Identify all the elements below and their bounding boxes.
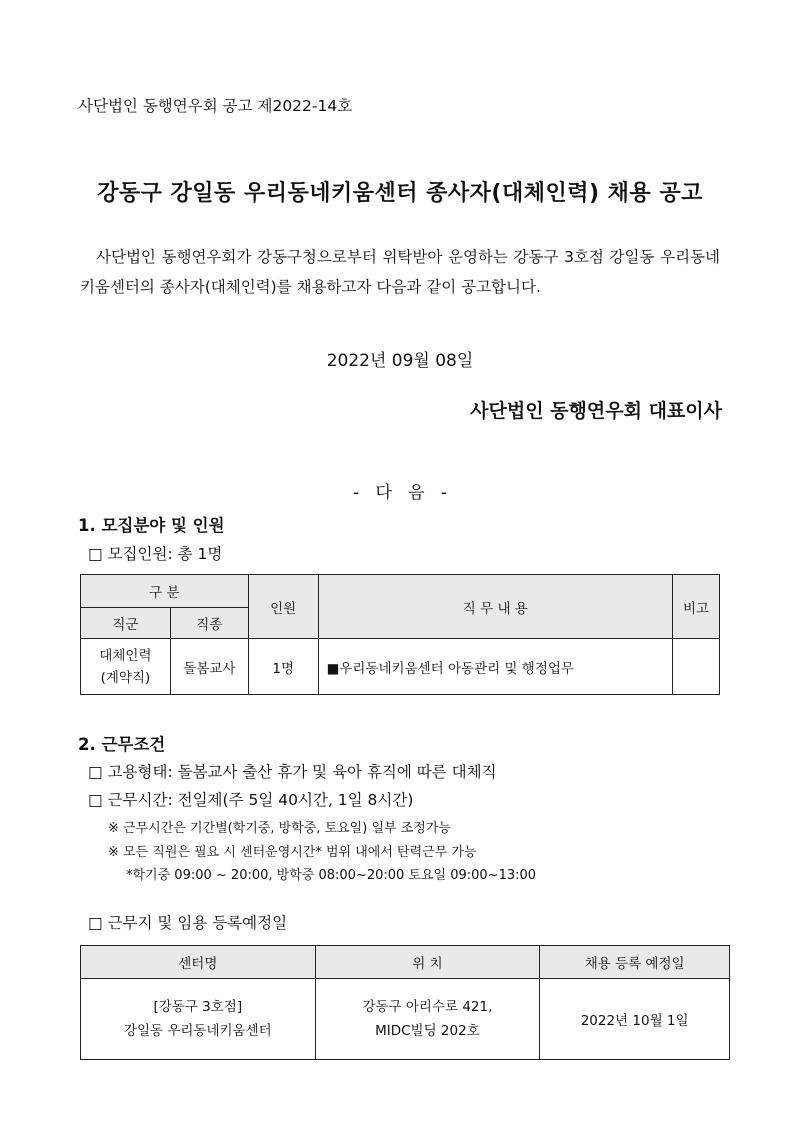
cell-bigo [673,639,720,695]
header-jikgun: 직군 [81,608,171,639]
header-jikjong: 직종 [170,608,248,639]
cell-jikgun-line1: 대체인력 [99,647,152,664]
header-location: 위 치 [315,946,540,979]
note-flex-work: ※ 모든 직원은 필요 시 센터운영시간* 범위 내에서 탄력근무 가능 [108,845,477,860]
header-gubun: 구 분 [81,575,249,608]
cell-jikgun-line2: (계약직) [100,669,151,686]
page-title: 강동구 강일동 우리동네키움센터 종사자(대체인력) 채용 공고 [97,181,703,206]
cell-center [81,979,316,1060]
section1-heading: 1. 모집분야 및 인원 [78,516,225,535]
table-row [81,979,730,1060]
cell-reg-date: 2022년 10월 1일 [540,979,730,1060]
signer: 사단법인 동행연우회 대표이사 [470,400,722,422]
header-bigo: 비고 [673,575,720,639]
section1-bullet: □ 모집인원: 총 1명 [88,545,223,563]
notice-number: 사단법인 동행연우회 공고 제2022-14호 [78,97,353,115]
note-hours-adjust: ※ 근무시간은 기간별(학기중, 방학중, 토요일) 일부 조정가능 [108,821,451,836]
cell-jikmu: ■우리동네키움센터 아동관리 및 행정업무 [318,639,672,695]
recruitment-table [80,574,720,695]
header-center: 센터명 [81,946,316,979]
cell-center-line2: 강일동 우리동네키움센터 [123,1023,272,1039]
table-row [81,639,720,695]
following-marker: - 다 음 - [353,483,447,503]
section2-bullet-workplace: □ 근무지 및 임용 등록예정일 [88,914,288,932]
cell-location [315,979,540,1060]
cell-location-line1: 강동구 아리수로 421, [362,999,493,1015]
cell-jikgun [81,639,171,695]
cell-inwon: 1명 [248,639,318,695]
section2-heading: 2. 근무조건 [78,735,166,754]
cell-center-line1: [강동구 3호점] [153,999,243,1015]
cell-location-line2: MIDC빌딩 202호 [375,1023,480,1039]
cell-jikjong: 돌봄교사 [170,639,248,695]
intro-paragraph: 사단법인 동행연우회가 강동구청으로부터 위탁받아 운영하는 강동구 3호점 강일동 우리동네키움센터의 종사자(대체인력)를 채용하고자 다음과 같이 공고합니다. [80,248,720,296]
header-reg-date: 채용 등록 예정일 [540,946,730,979]
workplace-table [80,945,730,1060]
header-jikmu: 직 무 내 용 [318,575,672,639]
note-operating-hours: *학기중 09:00 ~ 20:00, 방학중 08:00~20:00 토요일 09:00~13:00 [126,868,537,883]
header-inwon: 인원 [248,575,318,639]
section2-bullet-hours: □ 근무시간: 전일제(주 5일 40시간, 1일 8시간) [88,791,414,809]
section2-bullet-employment: □ 고용형태: 돌봄교사 출산 휴가 및 육아 휴직에 따른 대체직 [88,763,497,781]
announcement-date: 2022년 09월 08일 [326,351,474,371]
